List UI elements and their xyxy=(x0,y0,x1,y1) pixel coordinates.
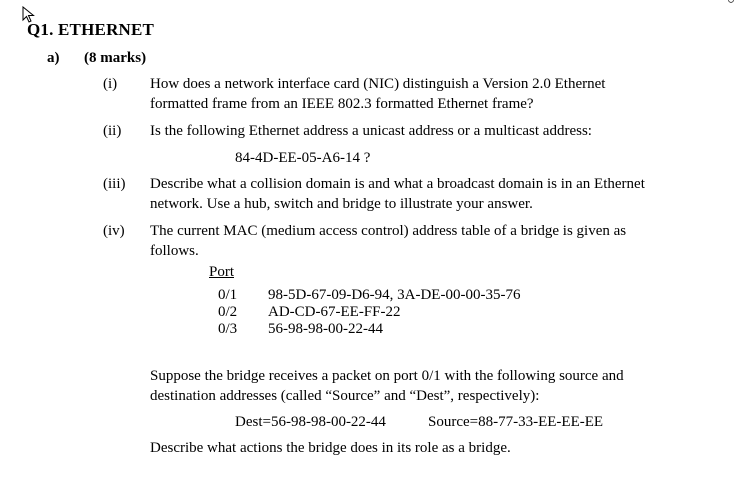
item-number-iii: (iii) xyxy=(103,176,126,192)
item-iii-line-2: network. Use a hub, switch and bridge to illustrate your answer. xyxy=(150,196,533,212)
item-number-i: (i) xyxy=(103,76,118,92)
item-number-iv: (iv) xyxy=(103,223,125,239)
mac-table-addresses: AD-CD-67-EE-FF-22 xyxy=(268,304,401,320)
scenario-line-1: Suppose the bridge receives a packet on port 0/1 with the following source and xyxy=(150,368,624,384)
item-iv-line-2: follows. xyxy=(150,243,199,259)
corner-mark-icon xyxy=(728,0,734,4)
item-i-line-2: formatted frame from an IEEE 802.3 formatted Ethernet frame? xyxy=(150,96,534,112)
item-ii-line-1: Is the following Ethernet address a unicast address or a multicast address: xyxy=(150,123,592,139)
item-iii-line-1: Describe what a collision domain is and what a broadcast domain is in an Ethernet xyxy=(150,176,645,192)
question-title: Q1. ETHERNET xyxy=(27,20,155,39)
item-iv-line-1: The current MAC (medium access control) address table of a bridge is given as xyxy=(150,223,627,239)
final-question: Describe what actions the bridge does in its role as a bridge. xyxy=(150,440,511,456)
item-number-ii: (ii) xyxy=(103,123,122,139)
mac-table-port: 0/1 xyxy=(218,287,238,303)
part-marks: (8 marks) xyxy=(84,50,147,66)
mac-table-addresses: 56-98-98-00-22-44 xyxy=(268,321,383,337)
part-label: a) xyxy=(47,50,60,66)
mac-table-port: 0/2 xyxy=(218,304,238,320)
item-i-line-1: How does a network interface card (NIC) distinguish a Version 2.0 Ethernet xyxy=(150,76,606,92)
mac-table-port: 0/3 xyxy=(218,321,238,337)
mac-table-header-port: Port xyxy=(209,264,235,280)
dest-address: Dest=56-98-98-00-22-44 xyxy=(235,414,386,430)
ethernet-address: 84-4D-EE-05-A6-14 ? xyxy=(235,150,371,166)
scenario-line-2: destination addresses (called “Source” and “Dest”, respectively): xyxy=(150,388,540,404)
source-address: Source=88-77-33-EE-EE-EE xyxy=(428,414,604,430)
mac-table-addresses: 98-5D-67-09-D6-94, 3A-DE-00-00-35-76 xyxy=(268,287,521,303)
